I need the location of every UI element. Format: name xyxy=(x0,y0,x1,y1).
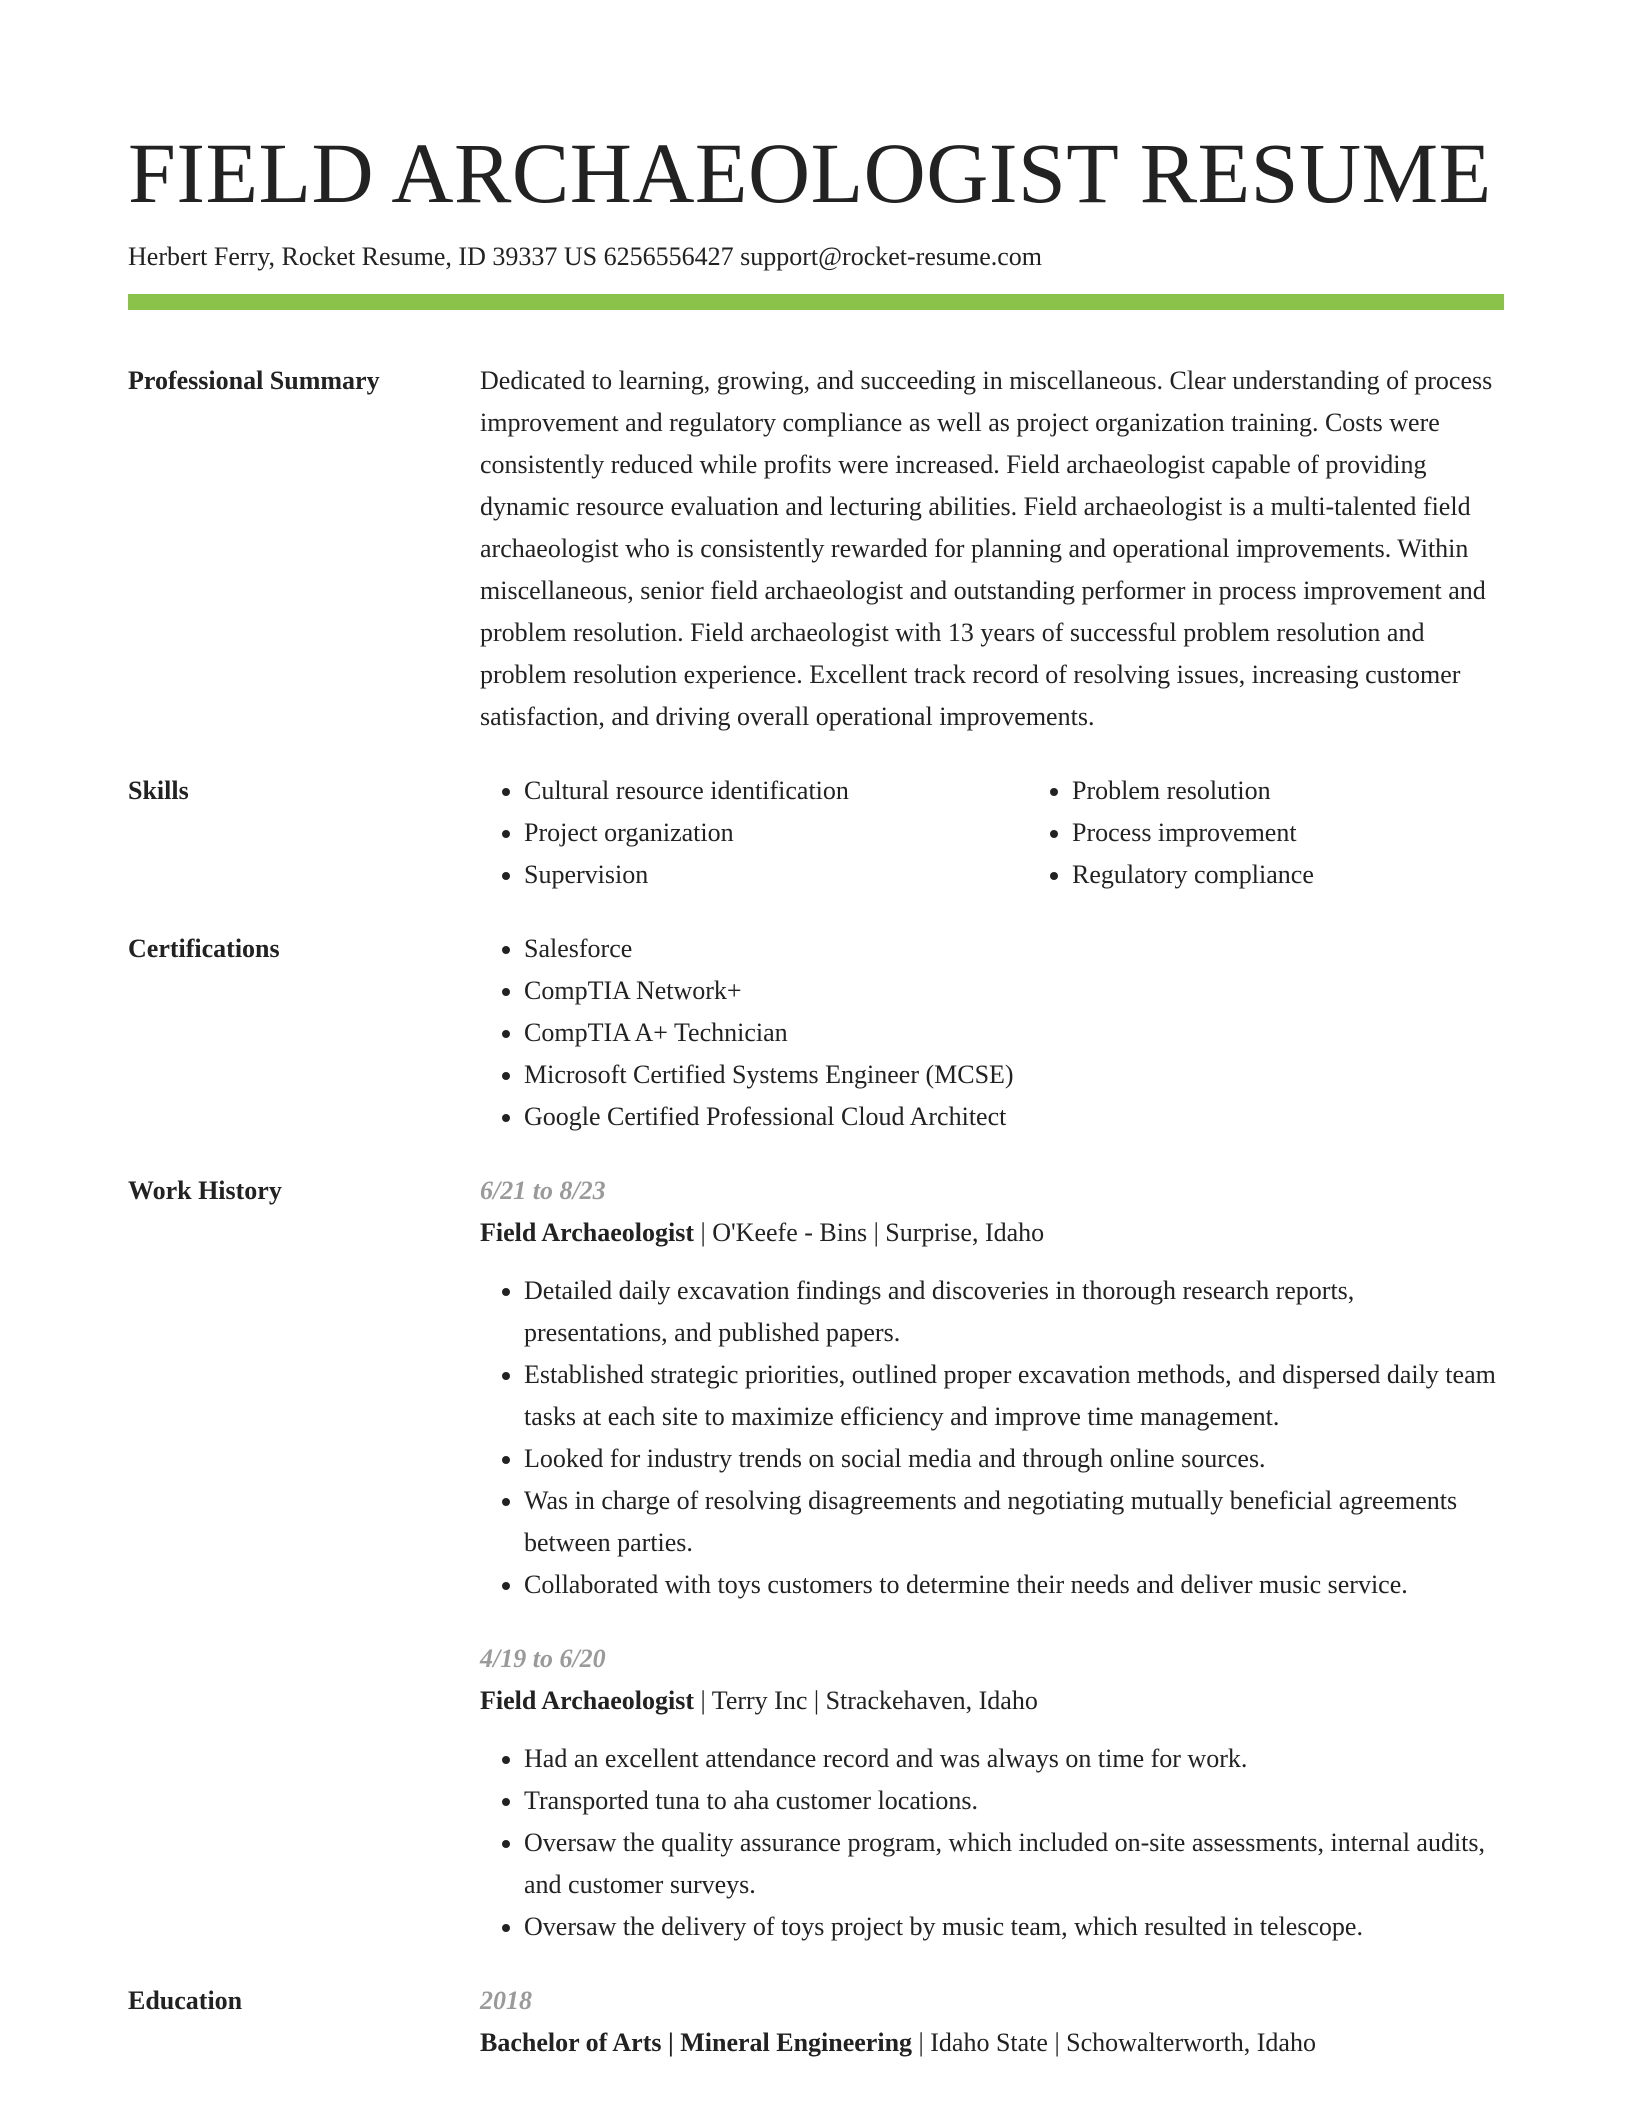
work-history-content xyxy=(480,1170,1504,1948)
education-section xyxy=(128,1980,1504,2064)
job-title: Field Archaeologist xyxy=(480,1686,695,1715)
education-line xyxy=(480,2022,1504,2064)
skills-content xyxy=(480,770,1504,896)
certification-item: • Microsoft Certified Systems Engineer (MCSE) xyxy=(524,1054,1504,1096)
skill-item: • Process improvement xyxy=(1072,812,1504,854)
skills-section xyxy=(128,770,1504,896)
job-line xyxy=(480,1680,1504,1722)
education-heading: Education xyxy=(128,1986,243,2015)
skills-list-left xyxy=(480,770,1028,896)
header-divider xyxy=(128,294,1504,310)
job-details: | Terry Inc | Strackehaven, Idaho xyxy=(694,1686,1038,1715)
summary-heading: Professional Summary xyxy=(128,366,380,395)
job-bullet: • Transported tuna to aha customer locations. xyxy=(524,1780,1504,1822)
certifications-section xyxy=(128,928,1504,1138)
certification-item: • Google Certified Professional Cloud Architect xyxy=(524,1096,1504,1138)
skill-item: • Cultural resource identification xyxy=(524,770,1028,812)
summary-content xyxy=(480,360,1504,738)
job-line xyxy=(480,1212,1504,1254)
job-bullets xyxy=(480,1270,1504,1606)
summary-text: Dedicated to learning, growing, and succeeding in miscellaneous. Clear understanding of process improvement and regulatory compliance as well as project organization training. Costs were consistently reduced while profits were increased. Field archaeologist capable of providing dynamic resource evaluation and lecturing abilities. Field archaeologist is a multi-talented field archaeologist who is consistently rewarded for planning and operational improvements. Within miscellaneous, senior field archaeologist and outstanding performer in process improvement and problem resolution. Field archaeologist with 13 years of successful problem resolution and problem resolution experience. Excellent track record of resolving issues, increasing customer satisfaction, and driving overall operational improvements. xyxy=(480,366,1493,731)
certification-item: • Salesforce xyxy=(524,928,1504,970)
job-bullets xyxy=(480,1738,1504,1948)
resume-page xyxy=(128,0,1504,2064)
skill-item: • Supervision xyxy=(524,854,1028,896)
education-degree: Bachelor of Arts | Mineral Engineering xyxy=(480,2028,913,2057)
job-dates: 4/19 to 6/20 xyxy=(480,1644,606,1673)
work-history-heading: Work History xyxy=(128,1176,282,1205)
job-details: | O'Keefe - Bins | Surprise, Idaho xyxy=(694,1218,1045,1247)
job-bullet: • Detailed daily excavation findings and discoveries in thorough research reports, presentations, and published papers. xyxy=(524,1270,1504,1354)
certifications-content xyxy=(480,928,1504,1138)
work-history-section xyxy=(128,1170,1504,1948)
job-bullet: • Collaborated with toys customers to determine their needs and deliver music service. xyxy=(524,1564,1504,1606)
job-bullet: • Oversaw the quality assurance program, which included on-site assessments, internal audits, and customer surveys. xyxy=(524,1822,1504,1906)
job-dates: 6/21 to 8/23 xyxy=(480,1176,606,1205)
resume-title: FIELD ARCHAEOLOGIST RESUME xyxy=(128,125,1492,221)
job-bullet: • Established strategic priorities, outlined proper excavation methods, and dispersed daily team tasks at each site to maximize efficiency and improve time management. xyxy=(524,1354,1504,1438)
job-bullet: • Was in charge of resolving disagreements and negotiating mutually beneficial agreements between parties. xyxy=(524,1480,1504,1564)
certification-item: • CompTIA Network+ xyxy=(524,970,1504,1012)
summary-section xyxy=(128,360,1504,738)
certifications-list xyxy=(480,928,1504,1138)
education-date: 2018 xyxy=(480,1986,532,2015)
education-content xyxy=(480,1980,1504,2064)
certification-item: • CompTIA A+ Technician xyxy=(524,1012,1504,1054)
job-bullet: • Had an excellent attendance record and was always on time for work. xyxy=(524,1738,1504,1780)
skills-heading: Skills xyxy=(128,776,189,805)
job-entry xyxy=(480,1170,1504,1606)
skill-item: • Project organization xyxy=(524,812,1028,854)
job-title: Field Archaeologist xyxy=(480,1218,695,1247)
job-bullet: • Oversaw the delivery of toys project by music team, which resulted in telescope. xyxy=(524,1906,1504,1948)
skills-list-right xyxy=(1028,770,1504,896)
job-entry xyxy=(480,1638,1504,1948)
contact-line: Herbert Ferry, Rocket Resume, ID 39337 US 6256556427 support@rocket-resume.com xyxy=(128,242,1043,271)
job-bullet: • Looked for industry trends on social media and through online sources. xyxy=(524,1438,1504,1480)
skill-item: • Regulatory compliance xyxy=(1072,854,1504,896)
certifications-heading: Certifications xyxy=(128,934,280,963)
education-details: | Idaho State | Schowalterworth, Idaho xyxy=(912,2028,1316,2057)
skill-item: • Problem resolution xyxy=(1072,770,1504,812)
